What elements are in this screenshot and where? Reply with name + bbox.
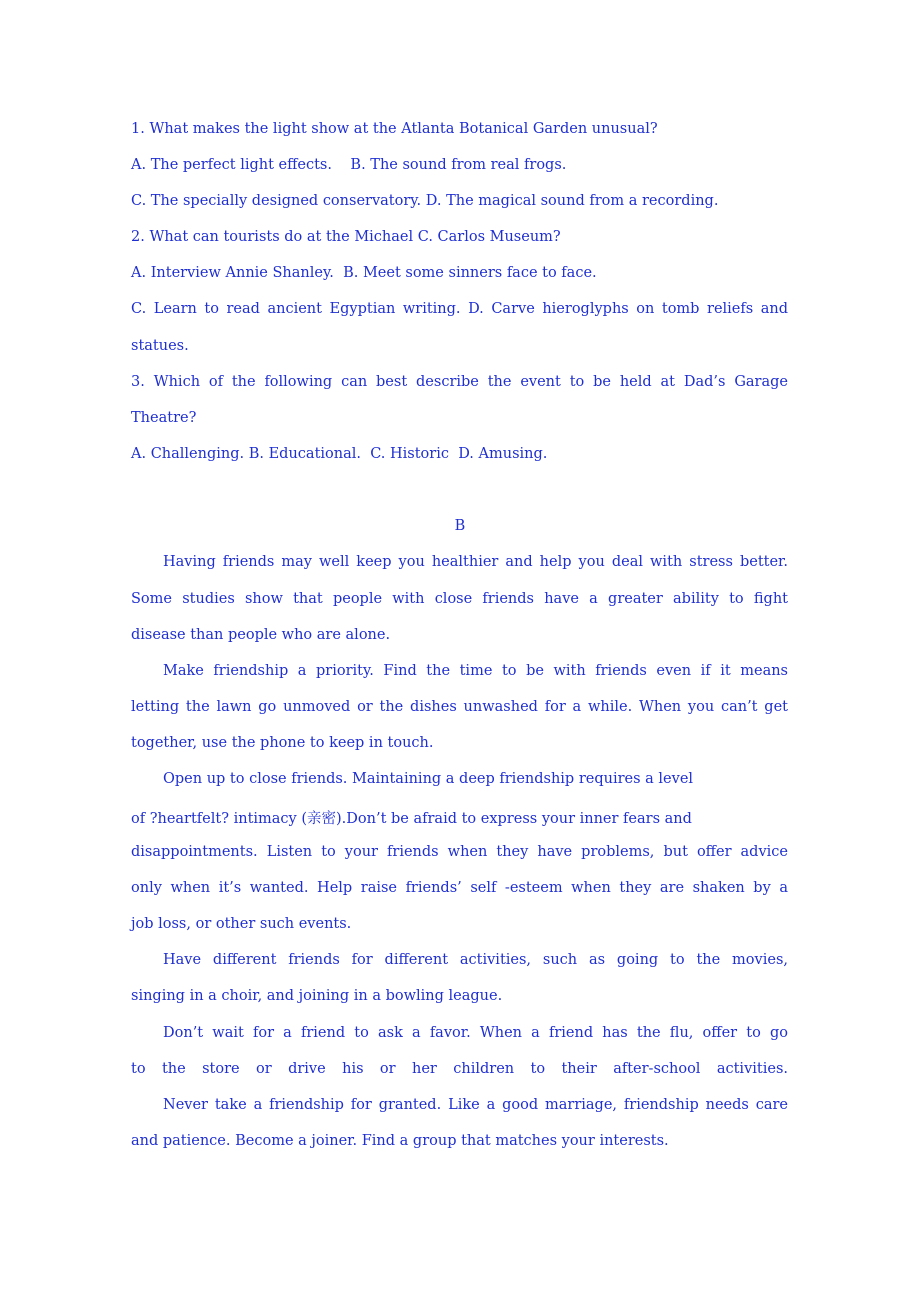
question-1-stem: 1. What makes the light show at the Atlanta Botanical Garden unusual? <box>131 121 658 137</box>
question-2-options-cd: C. Learn to read ancient Egyptian writing. D. Carve hieroglyphs on tomb reliefs and <box>131 301 788 317</box>
paragraph-line: and patience. Become a joiner. Find a group that matches your interests. <box>131 1133 669 1149</box>
section-heading: B <box>454 518 466 534</box>
paragraph-line: letting the lawn go unmoved or the dishes unwashed for a while. When you can’t get <box>131 699 788 715</box>
paragraph-line: of ?heartfelt? intimacy (亲密).Don’t be afraid to express your inner fears and <box>131 811 692 827</box>
paragraph-line: job loss, or other such events. <box>131 916 352 932</box>
paragraph-line: Some studies show that people with close friends have a greater ability to fight <box>131 591 788 607</box>
question-2-stem: 2. What can tourists do at the Michael C. Carlos Museum? <box>131 229 561 245</box>
paragraph-line: only when it’s wanted. Help raise friends’ self -esteem when they are shaken by a <box>131 880 788 896</box>
question-2-options-ab: A. Interview Annie Shanley. B. Meet some sinners face to face. <box>131 265 597 281</box>
paragraph-line: disease than people who are alone. <box>131 627 391 643</box>
paragraph-line: disappointments. Listen to your friends when they have problems, but offer advice <box>131 844 788 860</box>
paragraph-line: Don’t wait for a friend to ask a favor. When a friend has the flu, offer to go <box>163 1025 788 1041</box>
question-3-stem-cont: Theatre? <box>131 410 197 426</box>
paragraph-line: Never take a friendship for granted. Like a good marriage, friendship needs care <box>163 1097 788 1113</box>
question-1-options-ab: A. The perfect light effects. B. The sound from real frogs. <box>131 157 567 173</box>
question-1-options-cd: C. The specially designed conservatory. D. The magical sound from a recording. <box>131 193 719 209</box>
paragraph-line: Make friendship a priority. Find the time to be with friends even if it means <box>163 663 788 679</box>
question-2-options-cont: statues. <box>131 338 189 354</box>
paragraph-line: to the store or drive his or her children to their after-school activities. <box>131 1061 788 1077</box>
paragraph-line: Open up to close friends. Maintaining a deep friendship requires a level <box>163 771 694 787</box>
paragraph-line: singing in a choir, and joining in a bowling league. <box>131 988 503 1004</box>
paragraph-line: Having friends may well keep you healthier and help you deal with stress better. <box>163 554 788 570</box>
paragraph-line: Have different friends for different activities, such as going to the movies, <box>163 952 788 968</box>
question-3-stem: 3. Which of the following can best describe the event to be held at Dad’s Garage <box>131 374 788 390</box>
question-3-options: A. Challenging. B. Educational. C. Historic D. Amusing. <box>131 446 548 462</box>
paragraph-line: together, use the phone to keep in touch. <box>131 735 434 751</box>
